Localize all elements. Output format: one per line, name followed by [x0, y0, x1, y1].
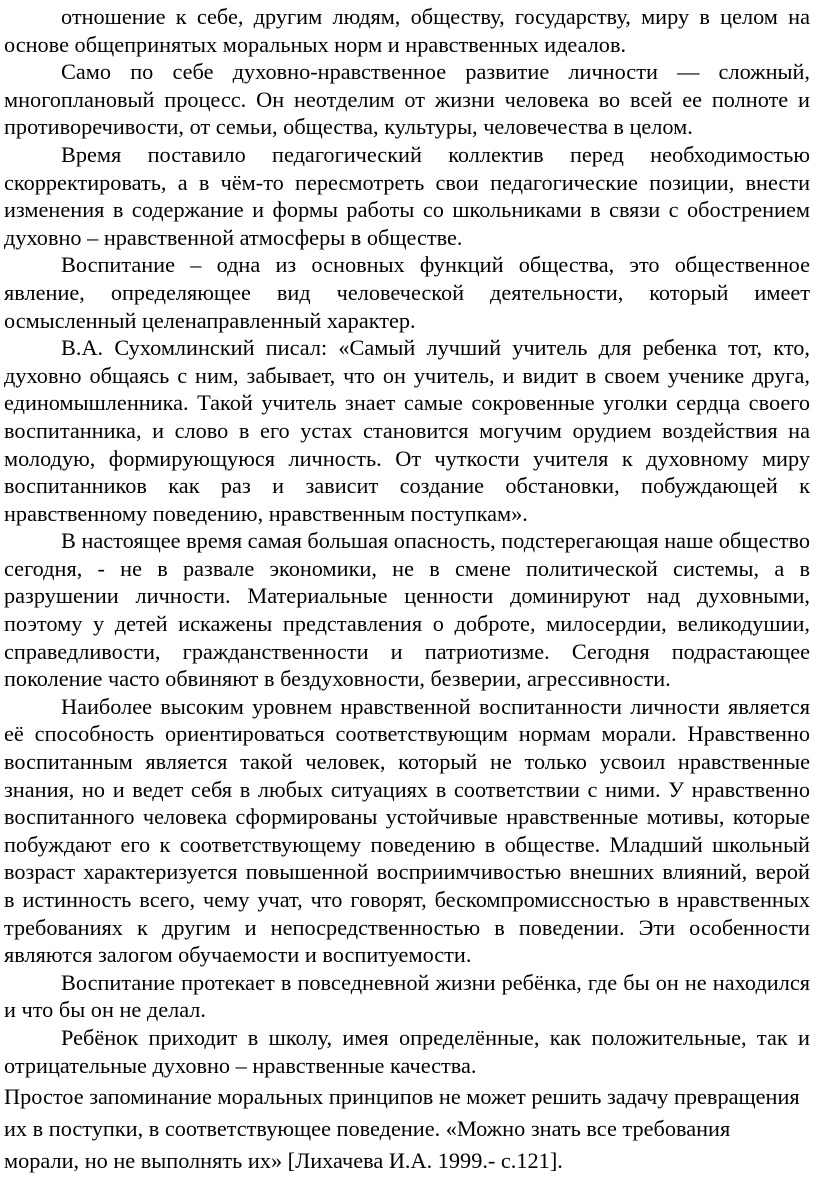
- paragraph-7: Наиболее высоким уровнем нравственной воспитанности личности является её способность ориентироваться соответствующим нормам морали. Нравственно воспитанным является такой человек, который не только усвоил нравственные знания, но и ведет себя в любых ситуациях в соответствии с ними. У нравственно воспитанного человека сформированы устойчивые нравственные мотивы, которые побуждают его к соответствующему поведению в обществе. Младший школьный возраст характеризуется повышенной восприимчивостью внешних влияний, верой в истинность всего, чему учат, что говорят, бескомпромиссностью в нравственных требованиях к другим и непосредственностью в поведении. Эти особенности являются залогом обучаемости и воспитуемости.: [4, 693, 810, 968]
- paragraph-1: отношение к себе, другим людям, обществу, государству, миру в целом на основе общепринятых моральных норм и нравственных идеалов.: [4, 4, 810, 57]
- paragraph-8: Воспитание протекает в повседневной жизни ребёнка, где бы он не находился и что бы он не делал.: [4, 969, 810, 1023]
- paragraph-5: В.А. Сухомлинский писал: «Самый лучший учитель для ребенка тот, кто, духовно общаясь с ним, забывает, что он учитель, и видит в своем ученике друга, единомышленника. Такой учитель знает самые сокровенные уголки сердца своего воспитанника, и слово в его устах становится могучим орудием воздействия на молодую, формирующуюся личность. От чуткости учителя к духовному миру воспитанников как раз и зависит создание обстановки, побуждающей к нравственному поведению, нравственным поступкам».: [4, 335, 810, 526]
- closing-paragraph: Простое запоминание моральных принципов не может решить задачу превращения их в поступки, в соответствующее поведение. «Можно знать все требования морали, но не выполнять их» [Лихачева И.А. 1999.- с.121].: [4, 1084, 800, 1174]
- paragraph-6: В настоящее время самая большая опасность, подстерегающая наше общество сегодня, - не в развале экономики, не в смене политической системы, а в разрушении личности. Материальные ценности доминируют над духовными, поэтому у детей искажены представления о доброте, милосердии, великодушии, справедливости, гражданственности и патриотизме. Сегодня подрастающее поколение часто обвиняют в бездуховности, безверии, агрессивности.: [4, 528, 810, 692]
- paragraph-3: Время поставило педагогический коллектив перед необходимостью скорректировать, а в чём-то пересмотреть свои педагогические позиции, внести изменения в содержание и формы работы со школьниками в связи с обострением духовно – нравственной атмосферы в обществе.: [4, 141, 810, 250]
- paragraph-4: Воспитание – одна из основных функций общества, это общественное явление, определяющее вид человеческой деятельности, который имеет осмысленный целенаправленный характер.: [4, 252, 810, 333]
- document-body: [4, 0, 810, 1177]
- paragraph-9: Ребёнок приходит в школу, имея определённые, как положительные, так и отрицательные духовно – нравственные качества.: [4, 1024, 810, 1078]
- paragraph-2: Само по себе духовно-нравственное развитие личности — сложный, многоплановый процесс. Он неотделим от жизни человека во всей ее полноте и противоречивости, от семьи, общества, культуры, человечества в целом.: [4, 59, 810, 140]
